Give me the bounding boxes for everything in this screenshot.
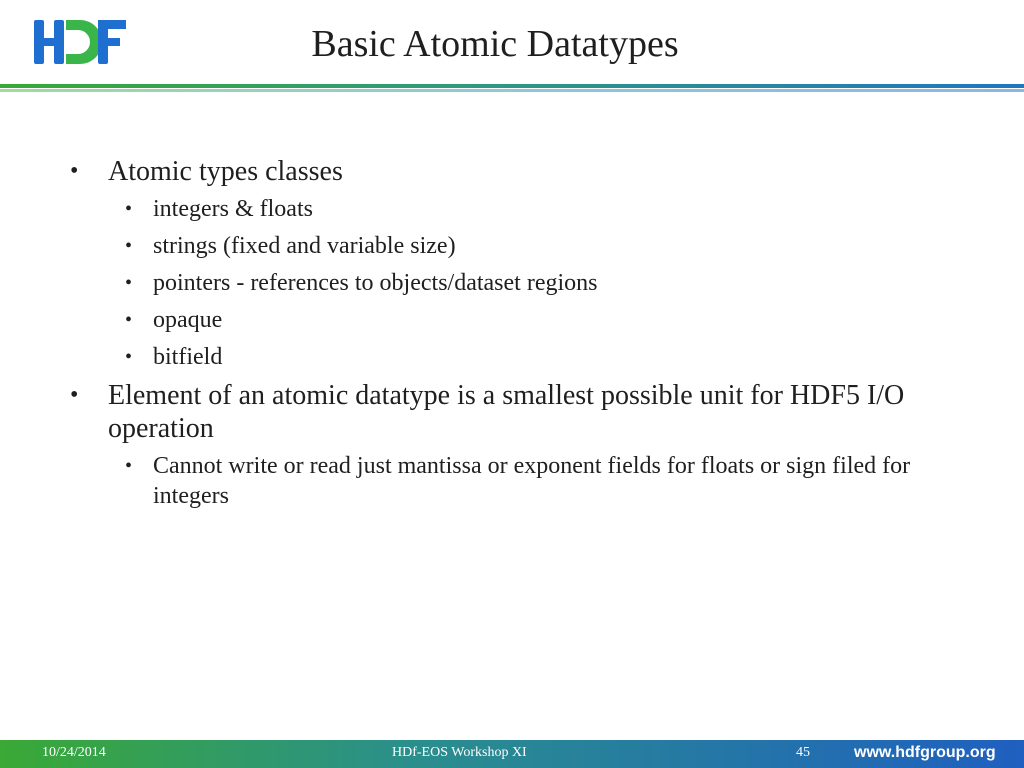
bullet-level1 (70, 379, 970, 445)
bullet-text: Cannot write or read just mantissa or exponent fields for floats or sign filed for integers (153, 453, 911, 509)
bullet-text: Atomic types classes (108, 156, 343, 187)
hdf-logo-icon (32, 14, 128, 70)
bullet-icon: • (125, 272, 133, 294)
bullet-level2 (125, 342, 970, 372)
bullet-text: pointers - references to objects/dataset regions (153, 270, 598, 296)
bullet-level2 (125, 268, 970, 298)
bullet-text: Element of an atomic datatype is a smallest possible unit for HDF5 I/O operation (108, 380, 905, 444)
footer-website: www.hdfgroup.org (854, 744, 996, 761)
slide-title: Basic Atomic Datatypes (311, 23, 679, 65)
bullet-icon: • (70, 382, 79, 408)
bullet-icon: • (70, 158, 79, 184)
bullet-text: opaque (153, 307, 223, 333)
bullet-level2 (125, 305, 970, 335)
footer-date: 10/24/2014 (42, 745, 106, 760)
bullet-level2 (125, 451, 970, 511)
sub-bullet-list (70, 451, 970, 511)
bullet-group-atomic-types (70, 155, 970, 372)
footer-event: HDf-EOS Workshop XI (392, 745, 527, 760)
sub-bullet-list (70, 194, 970, 372)
hdf-logo (32, 14, 128, 70)
bullet-icon: • (125, 198, 133, 220)
bullet-level1 (70, 155, 970, 188)
bullet-text: integers & floats (153, 196, 313, 222)
bullet-text: strings (fixed and variable size) (153, 233, 456, 259)
bullet-level2 (125, 231, 970, 261)
bullet-icon: • (125, 309, 133, 331)
bullet-icon: • (125, 346, 133, 368)
bullet-text: bitfield (153, 344, 223, 370)
slide-footer (0, 740, 1024, 768)
header-divider (0, 84, 1024, 94)
slide-content (70, 155, 970, 518)
bullet-group-element (70, 379, 970, 511)
footer-page-number: 45 (796, 745, 810, 760)
bullet-icon: • (125, 455, 133, 477)
bullet-level2 (125, 194, 970, 224)
bullet-icon: • (125, 235, 133, 257)
